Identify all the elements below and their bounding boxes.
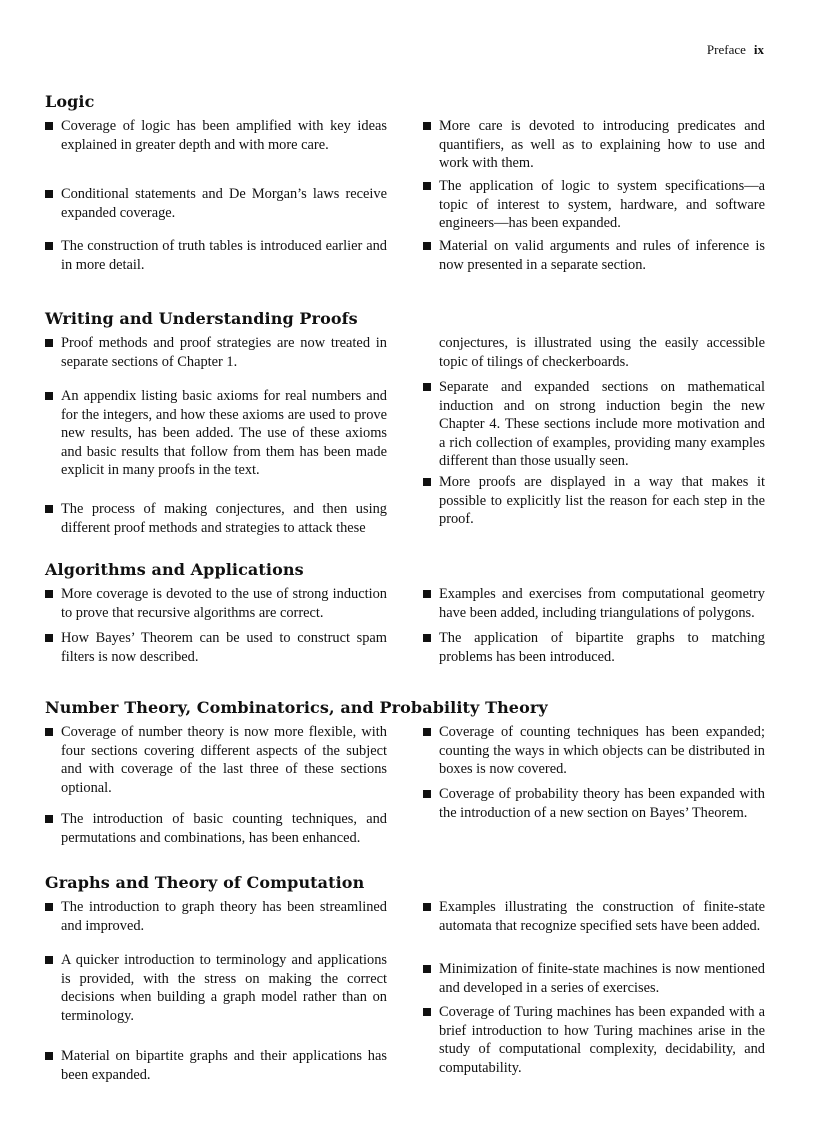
list-item bbox=[423, 237, 765, 274]
item-text: The introduction of basic counting techniques, and permutations and combinations, has been enhanced. bbox=[61, 811, 387, 846]
item-text: More care is devoted to introducing predicates and quantifiers, as well as to explaining how to use and work with them. bbox=[439, 118, 765, 171]
list-item bbox=[423, 473, 765, 529]
running-head-section: Preface bbox=[706, 42, 746, 57]
item-text: The application of bipartite graphs to matching problems has been introduced. bbox=[439, 630, 765, 665]
section-proofs bbox=[45, 309, 767, 549]
list-item bbox=[423, 629, 765, 666]
bullet-icon bbox=[423, 590, 431, 598]
section-title: Algorithms and Applications bbox=[45, 560, 304, 579]
list-item bbox=[45, 898, 387, 935]
item-text: More proofs are displayed in a way that makes it possible to explicitly list the reason for each step in the proof. bbox=[439, 474, 765, 527]
bullet-icon bbox=[45, 956, 53, 964]
page-number: ix bbox=[753, 42, 764, 57]
bullet-icon bbox=[45, 190, 53, 198]
section-title: Writing and Understanding Proofs bbox=[45, 309, 358, 328]
list-item bbox=[45, 500, 387, 537]
item-text: The introduction to graph theory has been streamlined and improved. bbox=[61, 899, 387, 934]
item-text: Coverage of counting techniques has been expanded; counting the ways in which objects can be distributed in boxes is now covered. bbox=[439, 724, 765, 777]
item-text: A quicker introduction to terminology and applications is provided, with the stress on making the correct decisions when building a graph model rather than on terminology. bbox=[61, 952, 387, 1024]
item-text: Material on valid arguments and rules of inference is now presented in a separate section. bbox=[439, 238, 765, 273]
list-item bbox=[423, 585, 765, 622]
item-text: Coverage of Turing machines has been expanded with a brief introduction to how Turing machines arise in the study of computational complexity, decidability, and computability. bbox=[439, 1004, 765, 1076]
list-item bbox=[423, 117, 765, 173]
section-title: Graphs and Theory of Computation bbox=[45, 873, 365, 892]
item-text: Conditional statements and De Morgan’s laws receive expanded coverage. bbox=[61, 186, 387, 221]
item-text: The application of logic to system specifications—a topic of interest to system, hardware, and software engineers—has been expanded. bbox=[439, 178, 765, 231]
list-item bbox=[45, 334, 387, 371]
item-text: Proof methods and proof strategies are now treated in separate sections of Chapter 1. bbox=[61, 335, 387, 370]
bullet-icon bbox=[45, 339, 53, 347]
bullet-icon bbox=[45, 728, 53, 736]
item-text: An appendix listing basic axioms for real numbers and for the integers, and how these axioms are used to prove new results, has been added. The use of these axioms and basic results that follow from them has been made explicit in many proofs in the text. bbox=[61, 388, 387, 478]
item-text: More coverage is devoted to the use of strong induction to prove that recursive algorithms are correct. bbox=[61, 586, 387, 621]
item-text: Minimization of finite-state machines is now mentioned and developed in a series of exercises. bbox=[439, 961, 765, 996]
list-item bbox=[45, 237, 387, 274]
bullet-icon bbox=[423, 965, 431, 973]
list-item bbox=[45, 185, 387, 222]
list-item bbox=[45, 951, 387, 1025]
bullet-icon bbox=[423, 634, 431, 642]
section-title: Number Theory, Combinatorics, and Probability Theory bbox=[45, 698, 548, 717]
bullet-icon bbox=[45, 815, 53, 823]
list-item bbox=[45, 387, 387, 480]
list-item bbox=[45, 585, 387, 622]
item-text: Coverage of logic has been amplified with key ideas explained in greater depth and with more care. bbox=[61, 118, 387, 153]
item-text: Examples illustrating the construction of finite-state automata that recognize specified sets have been added. bbox=[439, 899, 765, 934]
section-algorithms bbox=[45, 560, 767, 670]
bullet-icon bbox=[423, 903, 431, 911]
item-text: Examples and exercises from computational geometry have been added, including triangulations of polygons. bbox=[439, 586, 765, 621]
list-item bbox=[45, 723, 387, 797]
bullet-icon bbox=[45, 1052, 53, 1060]
item-text: Coverage of probability theory has been expanded with the introduction of a new section on Bayes’ Theorem. bbox=[439, 786, 765, 821]
bullet-icon bbox=[45, 903, 53, 911]
item-text: How Bayes’ Theorem can be used to construct spam filters is now described. bbox=[61, 630, 387, 665]
item-text: Material on bipartite graphs and their applications has been expanded. bbox=[61, 1048, 387, 1083]
bullet-icon bbox=[45, 122, 53, 130]
bullet-icon bbox=[423, 478, 431, 486]
section-graphs bbox=[45, 873, 767, 1093]
list-item bbox=[423, 960, 765, 997]
bullet-icon bbox=[423, 242, 431, 250]
list-item bbox=[45, 1047, 387, 1084]
section-logic bbox=[45, 92, 767, 292]
item-text: The process of making conjectures, and then using different proof methods and strategies to attack these bbox=[61, 501, 387, 536]
section-title: Logic bbox=[45, 92, 95, 111]
list-item bbox=[423, 898, 765, 935]
bullet-icon bbox=[423, 1008, 431, 1016]
bullet-icon bbox=[45, 505, 53, 513]
bullet-icon bbox=[423, 790, 431, 798]
bullet-icon bbox=[423, 122, 431, 130]
list-item bbox=[45, 810, 387, 847]
running-head bbox=[707, 42, 764, 58]
list-item bbox=[45, 629, 387, 666]
list-item bbox=[45, 117, 387, 154]
bullet-icon bbox=[423, 383, 431, 391]
bullet-icon bbox=[45, 392, 53, 400]
item-text: Coverage of number theory is now more flexible, with four sections covering different aspects of the subject and with coverage of the last three of these sections optional. bbox=[61, 724, 387, 796]
list-item bbox=[423, 177, 765, 233]
bullet-icon bbox=[423, 728, 431, 736]
list-item-continuation bbox=[423, 334, 765, 371]
list-item bbox=[423, 378, 765, 471]
list-item bbox=[423, 1003, 765, 1077]
item-text: conjectures, is illustrated using the easily accessible topic of tilings of checkerboards. bbox=[439, 335, 765, 370]
bullet-icon bbox=[45, 242, 53, 250]
list-item bbox=[423, 785, 765, 822]
list-item bbox=[423, 723, 765, 779]
item-text: Separate and expanded sections on mathematical induction and on strong induction begin the new Chapter 4. These sections include more motivation and a rich collection of examples, providing many examples different than those usually seen. bbox=[439, 379, 765, 469]
bullet-icon bbox=[45, 634, 53, 642]
section-number-theory bbox=[45, 698, 767, 858]
item-text: The construction of truth tables is introduced earlier and in more detail. bbox=[61, 238, 387, 273]
bullet-icon bbox=[45, 590, 53, 598]
bullet-icon bbox=[423, 182, 431, 190]
